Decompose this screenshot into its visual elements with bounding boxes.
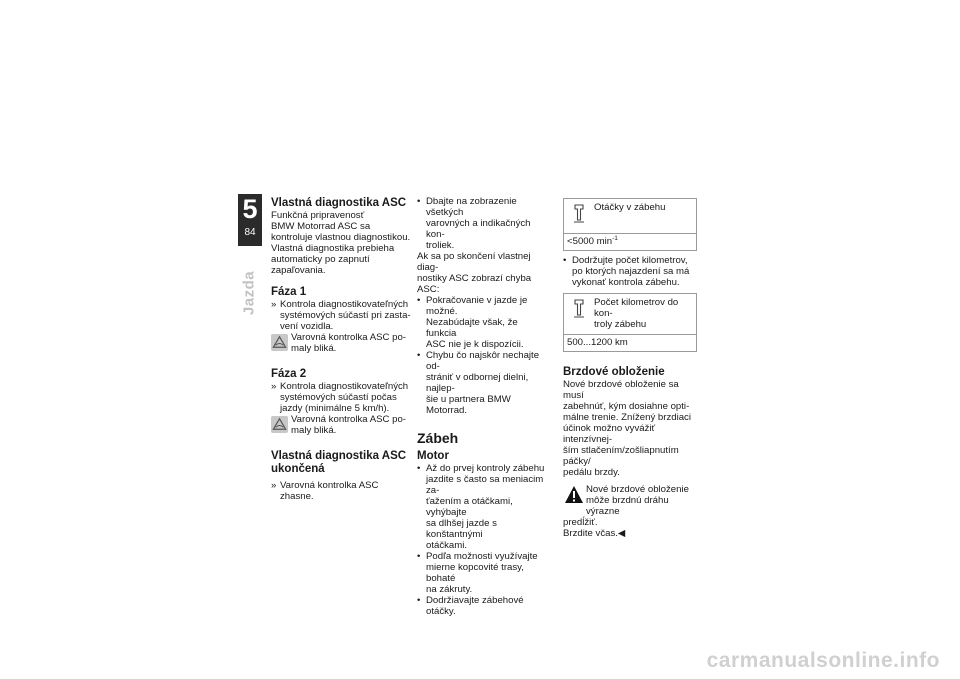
spec-box-break-in-distance: Počet kilometrov do kon- troly zábehu 500...1200 km [563, 293, 697, 352]
wrench-spec-icon [572, 298, 586, 318]
heading-brake-pads: Brzdové obloženie [563, 366, 665, 378]
warning-continuation: predĺžiť. [563, 517, 598, 528]
heading-phase-2: Fáza 2 [271, 368, 307, 380]
step-phase-1: » Kontrola diagnostikovateľných systémových súčastí pri zasta- vení vozidla. [271, 299, 411, 332]
asc-warning-light-icon [271, 334, 288, 351]
note-phase-2: Varovná kontrolka ASC po- maly bliká. [271, 414, 411, 436]
chapter-title: Jazda [240, 270, 258, 316]
bullet-watch-lights: • Dbajte na zobrazenie všetkých varovných a indikačných kon- troliek. [417, 196, 549, 251]
step-finished: » Varovná kontrolka ASC zhasne. [271, 480, 411, 502]
bullet-continue-riding: • Pokračovanie v jazde je možné. Nezabúdajte však, že funkcia ASC nie je k dispozícii. [417, 295, 549, 350]
spec-value-rpm: <5000 min [567, 236, 613, 247]
heading-asc-diagnostics: Vlastná diagnostika ASC [271, 197, 407, 209]
column-3 [563, 197, 697, 539]
bullet-check-distance: • Dodržujte počet kilometrov, po ktorých najazdení sa má vykonať kontrola zábehu. [563, 255, 697, 288]
note-phase-1: Varovná kontrolka ASC po- maly bliká. [271, 332, 411, 354]
watermark: carmanualsonline.info [706, 649, 940, 672]
spec-value-distance: 500...1200 km [567, 337, 628, 348]
brake-early-text: Brzdite včas. [563, 528, 618, 539]
warning-triangle-icon [564, 485, 584, 504]
paragraph-asc-error: Ak sa po skončení vlastnej diag- nostiky ASC zobrazí chyba ASC: [417, 251, 532, 295]
spec-unit-exponent: -1 [612, 235, 618, 242]
bullet-break-in-rpm: • Dodržiavajte zábehové otáčky. [417, 595, 549, 617]
column-1 [271, 197, 411, 502]
heading-engine: Motor [417, 450, 449, 462]
paragraph-brake-pads: Nové brzdové obloženie sa musí zabehnúť, kým dosiahne opti- málne trenie. Znížený brzdiaci účinok možno vyvážiť intenzívnej- ším stlačením/zošliapnutím páčky/ pedálu brzdy. [563, 379, 691, 478]
warning-brake-pads: Nové brzdové obloženie môže brzdnú dráhu výrazne [563, 484, 697, 517]
column-2 [417, 196, 549, 617]
bullet-fix-error: • Chybu čo najskôr nechajte od- strániť v odbornej dielni, najlep- šie u partnera BMW Motorrad. [417, 350, 549, 416]
step-phase-2: » Kontrola diagnostikovateľných systémových súčastí počas jazdy (minimálne 5 km/h). [271, 381, 411, 414]
intro-paragraph: Funkčná pripravenosť BMW Motorrad ASC sa kontroluje vlastnou diagnostikou. Vlastná diagnostika prebieha automaticky po zapnutí zapaľovania. [271, 210, 411, 276]
bullet-hilly-routes: • Podľa možnosti využívajte mierne kopcovité trasy, bohaté na zákruty. [417, 551, 549, 595]
chapter-number: 5 [242, 194, 258, 224]
page-number: 84 [244, 227, 256, 238]
asc-warning-light-icon [271, 416, 288, 433]
bullet-vary-load: • Až do prvej kontroly zábehu jazdite s často sa meniacim za- ťažením a otáčkami, vyhýbajte sa dlhšej jazde s konštantnými otáčkami. [417, 463, 549, 551]
spec-box-break-in-rpm: Otáčky v zábehu <5000 $\min^{-1}$ [563, 198, 697, 251]
heading-break-in: Zábeh [417, 430, 459, 446]
heading-phase-1: Fáza 1 [271, 286, 307, 298]
end-mark: ◀ [617, 528, 626, 539]
wrench-spec-icon [572, 203, 586, 223]
heading-diagnostics-finished: Vlastná diagnostika ASC ukončená [271, 450, 407, 475]
